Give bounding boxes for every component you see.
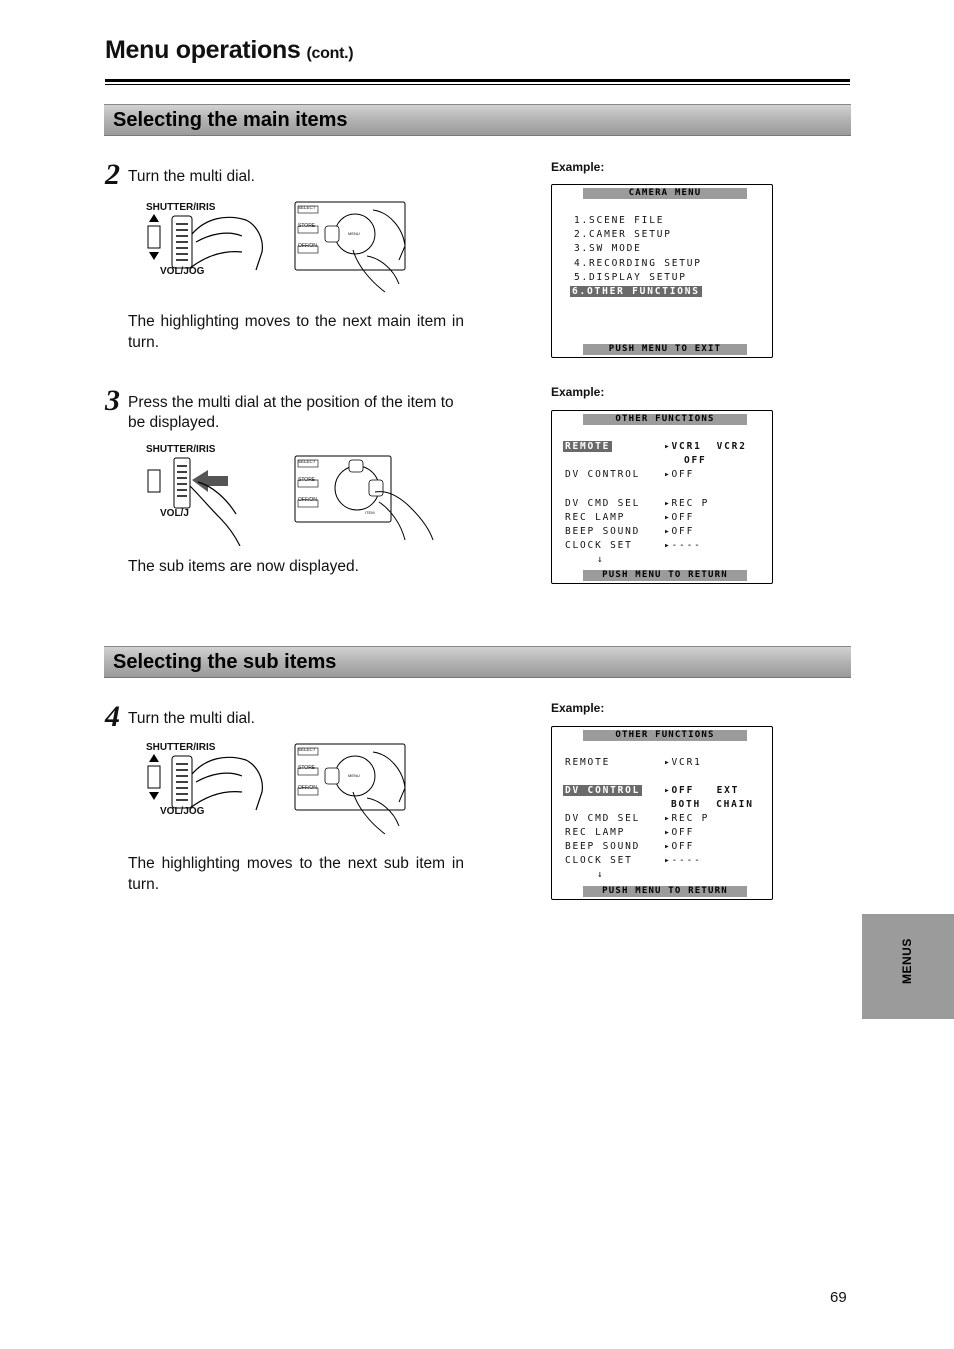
osd3-dv-cmd-sel-val: REC P (671, 813, 710, 824)
osd2-rec-lamp-val: OFF (671, 512, 695, 523)
off-on-label-3: OFF/ON (298, 785, 317, 791)
osd2-beep-sound-val: OFF (671, 526, 695, 537)
control-pad-illustration-2 (293, 454, 438, 549)
osd2-clock-set-val: ---- (671, 540, 702, 551)
osd3-scroll-arrow-icon: ↓ (597, 869, 605, 880)
osd2-beep-sound: BEEP SOUND (565, 526, 641, 537)
vol-jog-label-2: VOL/J (160, 508, 189, 519)
osd3-title: OTHER FUNCTIONS (583, 730, 747, 741)
step-number-3: 3 (105, 384, 120, 417)
example-label-2: Example: (551, 385, 605, 399)
side-tab-label: MENUS (900, 938, 914, 984)
section-header-sub (104, 646, 851, 678)
osd2-scroll-arrow-icon: ↓ (597, 554, 605, 565)
example-label-1: Example: (551, 160, 605, 174)
step-number-2: 2 (105, 158, 120, 191)
osd3-footer: PUSH MENU TO RETURN (583, 886, 747, 897)
osd1-item-2: 2.CAMER SETUP (574, 229, 672, 240)
osd2-remote-opts2: OFF (684, 455, 707, 466)
osd3-rec-lamp: REC LAMP (565, 827, 626, 838)
osd3-dv-control-opts2: BOTH CHAIN (671, 799, 754, 810)
header-rule-thick (105, 79, 850, 82)
control-pad-icon (293, 200, 418, 300)
page-number: 69 (830, 1289, 847, 1306)
osd1-item-4: 4.RECORDING SETUP (574, 258, 702, 269)
example-label-3: Example: (551, 701, 605, 715)
osd-camera-menu (551, 184, 773, 358)
section-header-main (104, 104, 851, 136)
off-on-label: OFF/ON (298, 243, 317, 249)
store-label-2: STORE (298, 477, 316, 483)
osd2-rec-lamp: REC LAMP (565, 512, 626, 523)
menu-label: MENU (348, 231, 360, 236)
item-label: ITEM (365, 510, 375, 515)
osd1-footer: PUSH MENU TO EXIT (583, 344, 747, 355)
osd3-remote: REMOTE (565, 757, 611, 768)
osd3-rec-lamp-val: OFF (671, 827, 695, 838)
osd2-dv-cmd-sel: DV CMD SEL (565, 498, 641, 509)
menu-label-3: MENU (348, 773, 360, 778)
step-2-result: The highlighting moves to the next main item in turn. (128, 313, 464, 351)
osd1-title: CAMERA MENU (583, 188, 747, 199)
osd3-dv-control-opts: OFF EXT (671, 785, 740, 796)
osd3-clock-set-val: ---- (671, 855, 702, 866)
header-rule-thin (105, 84, 850, 85)
osd-other-functions-1: OTHER FUNCTIONS REMOTE ▸VCR1 VCR2 OFF DV CONTROL ▸OFF DV CMD SEL ▸REC P REC LAMP ▸OFF BEEP SOUND ▸OFF CLOCK SET ▸---- ↓ PUSH MENU TO RETURN (551, 410, 773, 584)
osd3-dv-cmd-sel: DV CMD SEL (565, 813, 641, 824)
osd2-dv-cmd-sel-val: REC P (671, 498, 710, 509)
shutter-iris-label: SHUTTER/IRIS (146, 202, 216, 213)
osd2-dv-control-val: OFF (671, 469, 695, 480)
select-label-3: SELECT (298, 747, 316, 752)
off-on-label-2: OFF/ON (298, 497, 317, 503)
step-2-text: Turn the multi dial. (128, 168, 255, 185)
osd2-remote-opts: VCR1 VCR2 (671, 441, 747, 452)
store-label-3: STORE (298, 765, 316, 771)
page-title-suffix: (cont.) (306, 45, 354, 62)
vol-jog-label-3: VOL/JOG (160, 806, 205, 817)
osd2-title: OTHER FUNCTIONS (583, 414, 747, 425)
vol-jog-label: VOL/JOG (160, 266, 205, 277)
page-title-text: Menu operations (105, 36, 301, 64)
osd2-footer: PUSH MENU TO RETURN (583, 570, 747, 581)
step-4-result: The highlighting moves to the next sub item in turn. (128, 855, 464, 893)
step-number-4: 4 (105, 700, 120, 733)
step-3-result: The sub items are now displayed. (128, 558, 359, 575)
osd3-remote-val: VCR1 (671, 757, 702, 768)
section-title-main: Selecting the main items (113, 109, 348, 131)
store-label: STORE (298, 223, 316, 229)
osd1-item-highlighted: 6.OTHER FUNCTIONS (572, 286, 700, 297)
page-title (105, 36, 353, 65)
step-3-text: Press the multi dial at the position of the item to be displayed. (128, 394, 454, 431)
osd3-beep-sound-val: OFF (671, 841, 695, 852)
osd1-item-3: 3.SW MODE (574, 243, 642, 254)
dial-push-icon (146, 456, 276, 546)
control-pad-icon-2 (293, 742, 418, 842)
shutter-iris-label-3: SHUTTER/IRIS (146, 742, 216, 753)
control-pad-illustration-1 (293, 200, 418, 305)
osd2-dv-control: DV CONTROL (565, 469, 641, 480)
shutter-iris-label-2: SHUTTER/IRIS (146, 444, 216, 455)
osd3-clock-set: CLOCK SET (565, 855, 633, 866)
osd2-clock-set: CLOCK SET (565, 540, 633, 551)
osd2-remote-highlighted: REMOTE (565, 441, 611, 452)
osd-other-functions-2: OTHER FUNCTIONS REMOTE ▸VCR1 DV CONTROL ▸OFF EXT BOTH CHAIN DV CMD SEL ▸REC P REC LAMP ▸OFF BEEP SOUND ▸OFF CLOCK SET ▸---- ↓ PUSH MENU TO RETURN (551, 726, 773, 900)
osd3-dv-control-highlighted: DV CONTROL (565, 785, 641, 796)
section-title-sub: Selecting the sub items (113, 651, 337, 673)
osd1-item-1: 1.SCENE FILE (574, 215, 665, 226)
dial-hand-icon-2 (146, 752, 276, 814)
osd1-item-5: 5.DISPLAY SETUP (574, 272, 687, 283)
osd3-beep-sound: BEEP SOUND (565, 841, 641, 852)
select-label: SELECT (298, 205, 316, 210)
dial-hand-icon (146, 212, 276, 274)
control-pad-illustration-3 (293, 742, 418, 847)
step-4-text: Turn the multi dial. (128, 710, 255, 727)
select-label-2: SELECT (298, 459, 316, 464)
side-tab-menus[interactable] (862, 914, 954, 1019)
